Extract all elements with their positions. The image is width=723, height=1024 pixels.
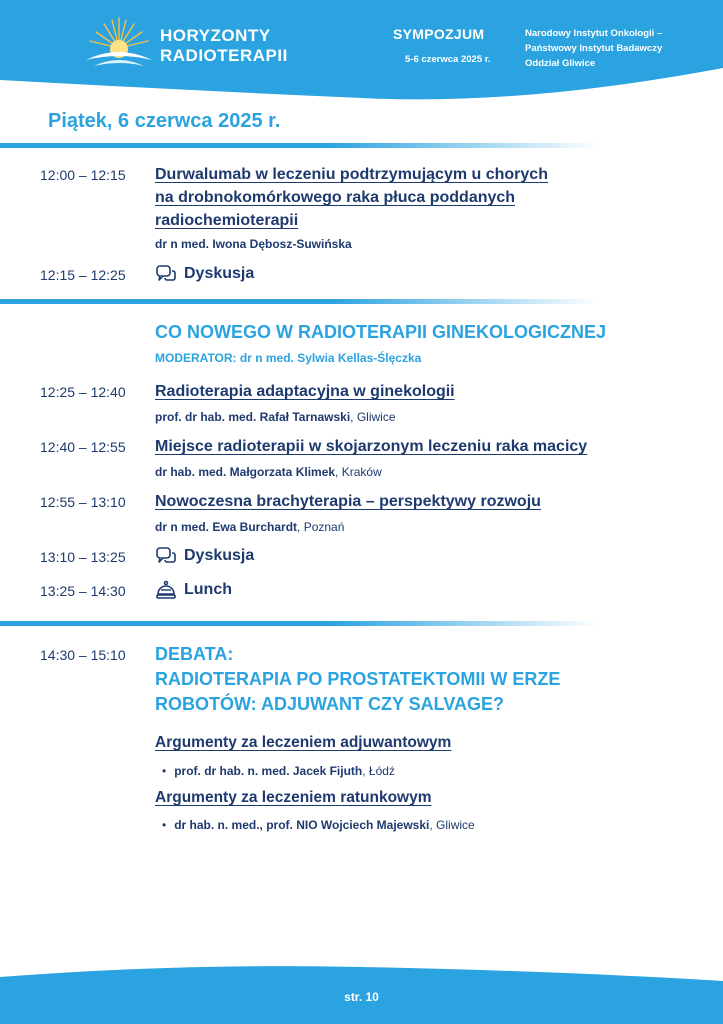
discussion-label: Dyskusja: [184, 265, 255, 282]
debate-title-line-1: DEBATA:: [155, 644, 234, 664]
brand-line-1: HORYZONTY: [160, 26, 271, 45]
speaker-name: dr n med. Iwona Dębosz-Suwińska: [155, 237, 352, 251]
lunch-item: [155, 579, 232, 601]
talk-speaker: [155, 237, 352, 251]
institute-line-3: Oddział Gliwice: [525, 58, 596, 69]
speaker-city: , Kraków: [335, 465, 382, 479]
talk-time: 12:00 – 12:15: [40, 167, 126, 183]
discussion-time: 12:15 – 12:25: [40, 267, 126, 283]
page-number: str. 10: [344, 990, 379, 1004]
institute-name: [525, 26, 662, 71]
discussion-item: [155, 263, 254, 285]
speaker-city: , Gliwice: [429, 818, 475, 832]
discussion-label: Dyskusja: [184, 547, 255, 564]
discussion-time: 13:10 – 13:25: [40, 549, 126, 565]
day-title: Piątek, 6 czerwca 2025 r.: [48, 110, 281, 132]
talk-title: [155, 163, 548, 232]
debate-title-line-2: RADIOTERAPIA PO PROSTATEKTOMII W ERZE: [155, 669, 561, 689]
institute-line-1: Narodowy Instytut Onkologii –: [525, 28, 663, 39]
talk-time: 12:25 – 12:40: [40, 384, 126, 400]
speaker-city: , Łódź: [362, 764, 395, 778]
speaker-name: prof. dr hab. n. med. Jacek Fijuth: [174, 764, 363, 778]
talk-title: Nowoczesna brachyterapia – perspektywy rozwoju: [155, 493, 541, 510]
speaker-name: dr n med. Ewa Burchardt: [155, 520, 298, 534]
section-title: CO NOWEGO W RADIOTERAPII GINEKOLOGICZNEJ: [155, 322, 607, 342]
talk-time: 12:55 – 13:10: [40, 494, 126, 510]
sun-rays-logo: [84, 14, 154, 70]
food-cloche-icon: [155, 579, 177, 601]
speaker-city: , Gliwice: [350, 410, 396, 424]
talk-speaker: [155, 520, 344, 534]
talk-title-line-3: radiochemioterapii: [155, 212, 299, 229]
talk-title: Radioterapia adaptacyjna w ginekologii: [155, 383, 455, 400]
argument-speaker: [162, 818, 475, 832]
header-banner: [0, 0, 723, 100]
talk-title: Miejsce radioterapii w skojarzonym leczeniu raka macicy: [155, 438, 588, 455]
section-divider: [0, 143, 600, 148]
speaker-name: dr hab. med. Małgorzata Klimek: [155, 465, 336, 479]
lunch-time: 13:25 – 14:30: [40, 583, 126, 599]
lunch-label: Lunch: [184, 581, 232, 598]
talk-speaker: [155, 410, 396, 424]
talk-time: 12:40 – 12:55: [40, 439, 126, 455]
brand-name: [160, 26, 288, 66]
talk-title-line-2: na drobnokomórkowego raka płuca poddanych: [155, 189, 516, 206]
argument-title: Argumenty za leczeniem ratunkowym: [155, 789, 432, 806]
section-divider: [0, 621, 600, 626]
speaker-name: dr hab. n. med., prof. NIO Wojciech Majewski: [174, 818, 430, 832]
debate-time: 14:30 – 15:10: [40, 647, 126, 663]
discussion-item: [155, 545, 254, 567]
argument-speaker: [162, 764, 395, 778]
debate-title: [155, 642, 560, 717]
institute-line-2: Państwowy Instytut Badawczy: [525, 43, 663, 54]
section-divider: [0, 299, 600, 304]
speaker-name: prof. dr hab. med. Rafał Tarnawski: [155, 410, 351, 424]
speech-bubbles-icon: [155, 545, 177, 567]
argument-title: Argumenty za leczeniem adjuwantowym: [155, 734, 452, 751]
debate-title-line-3: ROBOTÓW: ADJUWANT CZY SALVAGE?: [155, 694, 504, 714]
speech-bubbles-icon: [155, 263, 177, 285]
event-date: 5-6 czerwca 2025 r.: [405, 54, 491, 65]
talk-speaker: [155, 465, 382, 479]
talk-title-line-1: Durwalumab w leczeniu podtrzymującym u chorych: [155, 166, 548, 183]
event-title: SYMPOZJUM: [393, 26, 485, 42]
brand-line-2: RADIOTERAPII: [160, 46, 288, 65]
speaker-city: , Poznań: [297, 520, 345, 534]
moderator: MODERATOR: dr n med. Sylwia Kellas-Ślęczka: [155, 351, 422, 365]
